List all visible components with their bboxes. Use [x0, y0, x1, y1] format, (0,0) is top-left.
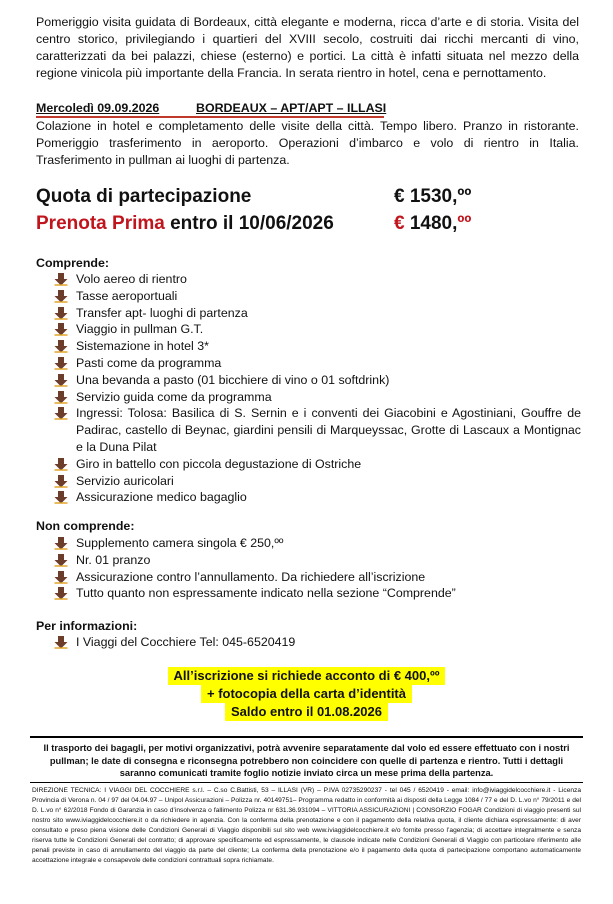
highlight-line-2: + fotocopia della carta d’identità: [201, 685, 412, 703]
list-item: [36, 288, 581, 305]
list-item-text: Assicurazione medico bagaglio: [76, 490, 247, 505]
down-arrow-bullet-icon: [54, 636, 68, 649]
list-item-text: I Viaggi del Cocchiere Tel: 045-6520419: [76, 635, 296, 649]
comprende-title: Comprende:: [36, 256, 109, 270]
day-date: Mercoledì 09.09.2026: [36, 101, 160, 115]
down-arrow-bullet-icon: [54, 587, 68, 600]
list-item-text: Nr. 01 pranzo: [76, 552, 151, 567]
list-item: [36, 321, 581, 338]
down-arrow-bullet-icon: [54, 571, 68, 584]
down-arrow-bullet-icon: [54, 407, 68, 420]
list-item-text: Servizio auricolari: [76, 473, 174, 488]
list-item-text: Supplemento camera singola € 250,ºº: [76, 536, 284, 550]
down-arrow-bullet-icon: [54, 491, 68, 504]
list-item-text: Ingressi: Tolosa: Basilica di S. Sernin e i conventi dei Giacobini e Agostiniani, Gouffre de Padirac, castello di Beynac, giardini pensili di Marqueyssac, Grotte di Lascaux a Montignac e la Duna Pilat: [76, 406, 581, 454]
down-arrow-bullet-icon: [54, 374, 68, 387]
list-item-text: Sistemazione in hotel 3*: [76, 339, 209, 354]
prenota-label: Prenota Prima: [36, 213, 165, 234]
footer-note: Il trasporto dei bagagli, per motivi organizzativi, potrà avvenire separatamente dal volo ed essere effettuato con i nostri pullman; le date di consegna e riconsegna potrebbero non coincidere con quelle di partenza e rientro. Tutti i dettagli saranno comunicati tramite foglio notizie inviato circa un mese prima della partenza.: [43, 743, 570, 778]
down-arrow-bullet-icon: [54, 537, 68, 550]
day-route: BORDEAUX – APT/APT – ILLASI: [196, 101, 387, 115]
highlight-line-3: Saldo entro il 01.08.2026: [225, 703, 388, 721]
list-item: [36, 535, 581, 552]
list-item-text: Tutto quanto non espressamente indicato nella sezione “Comprende”: [76, 586, 456, 601]
down-arrow-bullet-icon: [54, 391, 68, 404]
list-item-text: Servizio guida come da programma: [76, 389, 272, 404]
down-arrow-bullet-icon: [54, 357, 68, 370]
list-item-text: Pasti come da programma: [76, 355, 222, 370]
non-comprende-list: [36, 535, 581, 602]
list-item: [36, 552, 581, 569]
quota-amount: € 1530,ºº: [394, 186, 472, 207]
non-comprende-title: Non comprende:: [36, 519, 135, 533]
prenota-row: [36, 213, 472, 235]
prenota-euro: €: [394, 213, 405, 234]
down-arrow-bullet-icon: [54, 340, 68, 353]
prenota-price: [394, 213, 471, 235]
list-item-text: Transfer apt- luoghi di partenza: [76, 305, 248, 320]
quota-row: [36, 186, 472, 208]
list-item: [36, 489, 581, 506]
intro-paragraph: Pomeriggio visita guidata di Bordeaux, città elegante e moderna, ricca d’arte e di storia. Visita del centro storico, privilegiando i quartieri del XVIII secolo, costruiti dai ricchi mercanti di vino, caratterizzati da bei palazzi, chiese (esterno) e portici. La città è infatti situata nel mezzo della regione vinicola più importante della Francia. In serata rientro in hotel, cena e pernottamento.: [36, 15, 579, 80]
list-item-text: Volo aereo di rientro: [76, 272, 187, 286]
list-item: [36, 372, 581, 389]
list-item-text: Assicurazione contro l’annullamento. Da richiedere all’iscrizione: [76, 569, 426, 584]
list-item: [36, 405, 581, 455]
down-arrow-bullet-icon: [54, 475, 68, 488]
comprende-list: [36, 271, 581, 506]
down-arrow-bullet-icon: [54, 290, 68, 303]
list-item: [36, 473, 581, 490]
highlight-line-1: All’iscrizione si richiede acconto di € 400,ºº: [168, 667, 446, 685]
list-item-text: Giro in battello con piccola degustazione di Ostriche: [76, 456, 362, 471]
down-arrow-bullet-icon: [54, 323, 68, 336]
informazioni-list: [36, 634, 581, 651]
highlight-block: [0, 667, 613, 721]
list-item: [36, 585, 581, 602]
informazioni-title: Per informazioni:: [36, 619, 138, 633]
list-item-text: Una bevanda a pasto (01 bicchiere di vino o 01 softdrink): [76, 372, 390, 387]
down-arrow-bullet-icon: [54, 307, 68, 320]
list-item: [36, 355, 581, 372]
day-description: Colazione in hotel e completamento delle visite della città. Tempo libero. Pranzo in ristorante. Pomeriggio trasferimento in aeroporto. Operazioni d’imbarco e volo di rientro in Italia. Trasferimento in pullman ai luoghi di partenza.: [36, 119, 579, 167]
list-item-text: Tasse aeroportuali: [76, 288, 178, 303]
quota-label: Quota di partecipazione: [36, 186, 252, 207]
list-item: [36, 271, 581, 288]
list-item: [36, 389, 581, 406]
list-item: [36, 456, 581, 473]
list-item: [36, 338, 581, 355]
prenota-sup: ºº: [457, 213, 472, 234]
list-item: [36, 569, 581, 586]
prenota-amount: 1480,: [404, 213, 458, 234]
footer-box: [30, 736, 583, 866]
list-item: [36, 305, 581, 322]
down-arrow-bullet-icon: [54, 273, 68, 286]
list-item: [36, 634, 581, 651]
down-arrow-bullet-icon: [54, 554, 68, 567]
prenota-deadline: entro il 10/06/2026: [164, 213, 334, 234]
list-item-text: Viaggio in pullman G.T.: [76, 322, 204, 337]
footer-legal: DIREZIONE TECNICA: I VIAGGI DEL COCCHIERE s.r.l. – C.so C.Battisti, 53 – ILLASI (VR) – P.IVA 02735290237 - tel 045 / 6520419 - email: info@iviaggidelcocchiere.it - Licenza Provincia di Verona n. 04 / 97 del 04.04.97 – Unipol Assicurazioni – Polizza nr. 40149751– Programma redatto in conformità ai disposti della Legge 1084 / 77 e del D. L.vo n° 79/2011 e del D. L.vo n° 62/2018 Fondo di Garanzia in caso d’insolvenza o fallimento Polizza nr 631.36.931094 – VITTORIA ASSICURAZIONI | CONSORZIO FOGAR Condizioni di viaggio presenti sul nostro sito www.iviaggidelcocchiere.it o da richiedere in agenzia. Con la conferma della prenotazione e con il pagamento della relativa quota, il cliente dichiara espressamente: di aver consultato e preso piena visione delle Condizioni Generali di Viaggio disponibili sul sito web www.iviaggidelcocchiere.it e/o fornite presso l’agenzia; di accettare integralmente e senza riserva tutte le Condizioni Generali del contratto; di approvare specificamente ed espressamente, le clausole indicate nelle Condizioni Generali di Viaggio con particolare riferimento alle penali previste in caso di annullamento del viaggio da parte del cliente; La conferma della prenotazione e/o il pagamento della quota di partecipazione comportano automaticamente accettazione integrale e consapevole delle condizioni contrattuali sopra richiamate.: [30, 782, 583, 866]
down-arrow-bullet-icon: [54, 458, 68, 471]
day-heading: [36, 101, 387, 115]
